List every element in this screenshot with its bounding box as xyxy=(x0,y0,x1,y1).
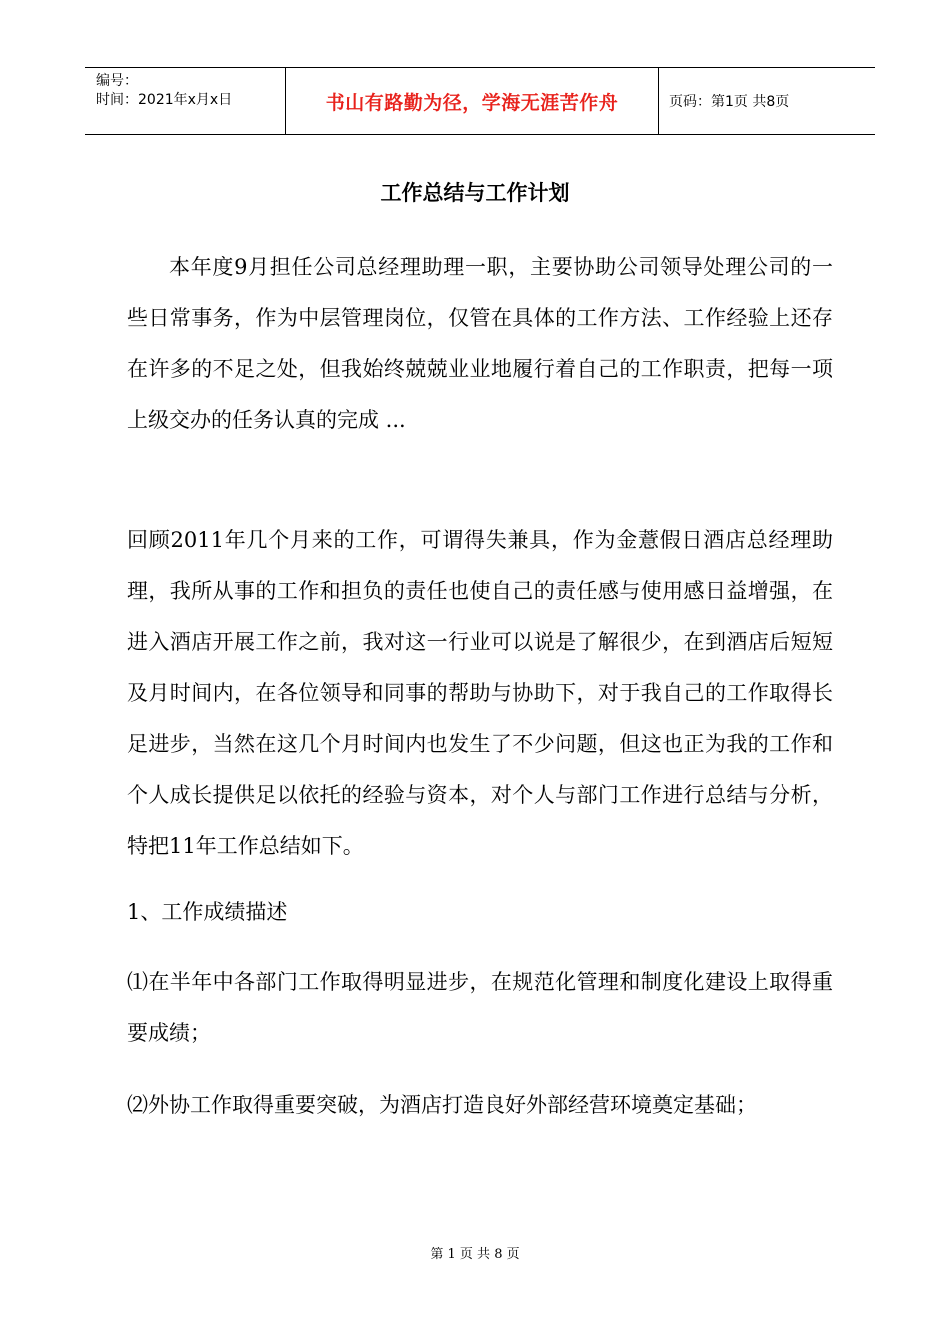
paragraph-review: 回顾2011年几个月来的工作，可谓得失兼具，作为金薏假日酒店总经理助理，我所从事的工作和担负的责任也使自己的责任感与使用感日益增强，在进入酒店开展工作之前，我对这一行业可以说是了解很少，在到酒店后短短及月时间内，在各位领导和同事的帮助与协助下，对于我自己的工作取得长足进步，当然在这几个月时间内也发生了不少问题，但这也正为我的工作和个人成长提供足以依托的经验与资本，对个人与部门工作进行总结与分析，特把11年工作总结如下。 xyxy=(127,528,833,858)
doc-number-label: 编号： xyxy=(96,73,138,89)
list-item-1: ⑴在半年中各部门工作取得明显进步，在规范化管理和制度化建设上取得重要成绩； xyxy=(127,970,833,1045)
document-title: 工作总结与工作计划 xyxy=(380,181,570,205)
header-meta-cell xyxy=(85,68,286,134)
header-table xyxy=(85,67,875,135)
page-footer: 第 1 页 共 8 页 xyxy=(430,1247,520,1262)
header-slogan-cell xyxy=(286,68,659,134)
section-heading-achievements: 1、工作成绩描述 xyxy=(127,900,288,924)
list-item-2: ⑵外协工作取得重要突破，为酒店打造良好外部经营环境奠定基础； xyxy=(127,1093,757,1117)
paragraph-intro: 本年度9月担任公司总经理助理一职，主要协助公司领导处理公司的一些日常事务，作为中层管理岗位，仅管在具体的工作方法、工作经验上还存在许多的不足之处，但我始终兢兢业业地履行着自己的工作职责，把每一项上级交办的任务认真的完成 ... xyxy=(127,255,833,432)
header-slogan: 书山有路勤为径，学海无涯苦作舟 xyxy=(325,91,619,114)
header-page-label: 页码：第1页 共8页 xyxy=(669,94,790,110)
doc-time-label: 时间：2021年x月x日 xyxy=(96,92,233,108)
header-page-cell xyxy=(659,68,875,134)
